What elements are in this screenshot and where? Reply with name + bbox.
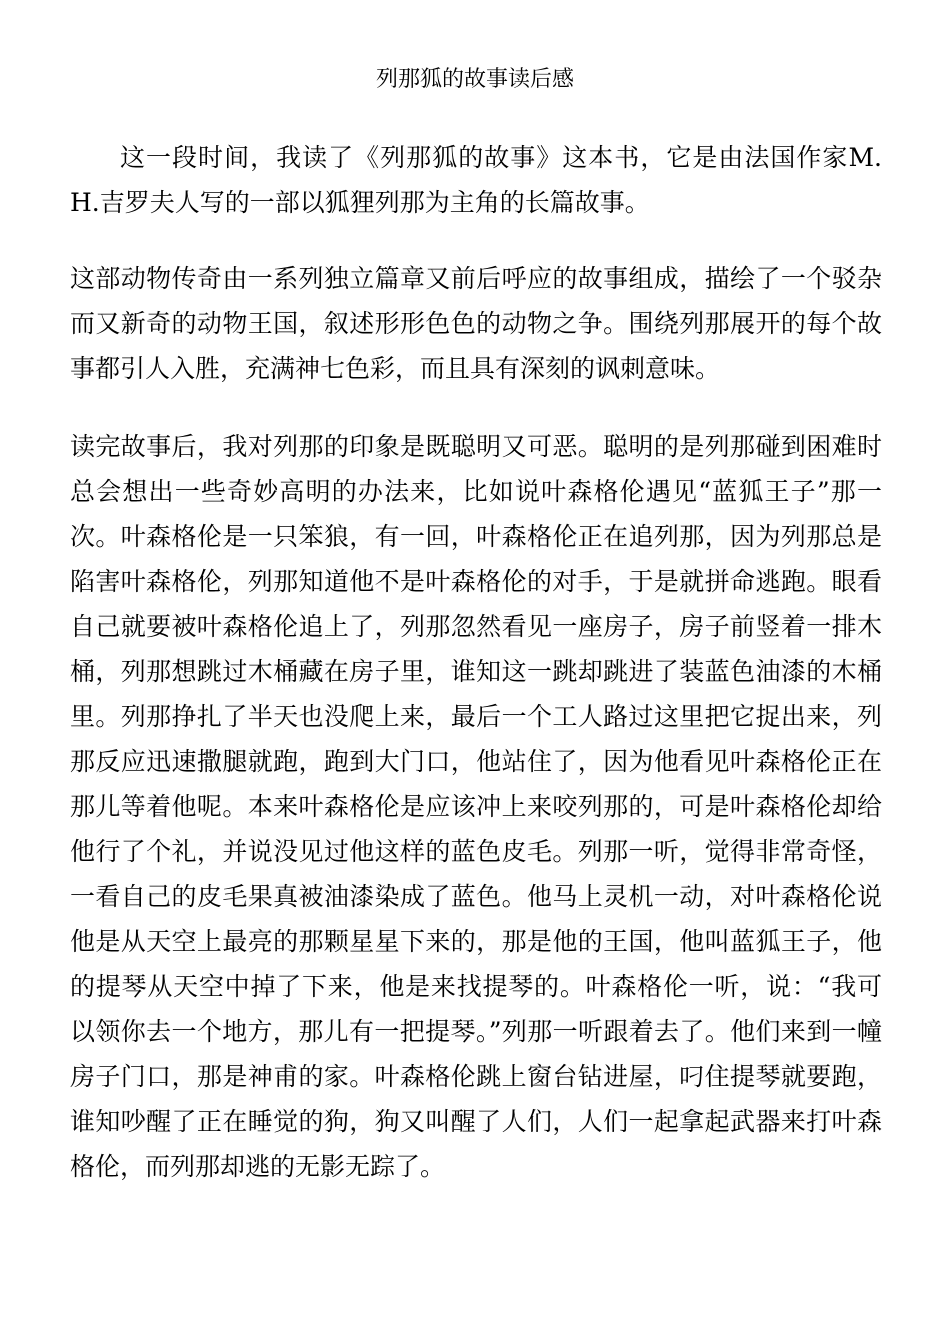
- paragraph-story: 读完故事后，我对列那的印象是既聪明又可恶。聪明的是列那碰到困难时总会想出一些奇妙高明的办法来，比如说叶森格伦遇见“蓝狐王子”那一次。叶森格伦是一只笨狼，有一回，叶森格伦正在追列那，因为列那总是陷害叶森格伦，列那知道他不是叶森格伦的对手，于是就拼命逃跑。眼看自己就要被叶森格伦追上了，列那忽然看见一座房子，房子前竖着一排木桶，列那想跳过木桶藏在房子里，谁知这一跳却跳进了装蓝色油漆的木桶里。列那挣扎了半天也没爬上来，最后一个工人路过这里把它捉出来，列那反应迅速撒腿就跑，跑到大门口，他站住了，因为他看见叶森格伦正在那儿等着他呢。本来叶森格伦是应该冲上来咬列那的，可是叶森格伦却给他行了个礼，并说没见过他这样的蓝色皮毛。列那一听，觉得非常奇怪，一看自己的皮毛果真被油漆染成了蓝色。他马上灵机一动，对叶森格伦说他是从天空上最亮的那颗星星下来的，那是他的王国，他叫蓝狐王子，他的提琴从天空中掉了下来，他是来找提琴的。叶森格伦一听，说：“我可以领你去一个地方，那儿有一把提琴。”列那一听跟着去了。他们来到一幢房子门口，那是神甫的家。叶森格伦跳上窗台钻进屋，叼住提琴就要跑，谁知吵醒了正在睡觉的狗，狗又叫醒了人们，人们一起拿起武器来打叶森格伦，而列那却逃的无影无踪了。: [70, 432, 882, 1181]
- paragraph-summary: 这部动物传奇由一系列独立篇章又前后呼应的故事组成，描绘了一个驳杂而又新奇的动物王国，叙述形形色色的动物之争。围绕列那展开的每个故事都引人入胜，充满神七色彩，而且具有深刻的讽刺意味。: [70, 264, 882, 383]
- paragraph-intro: 这一段时间，我读了《列那狐的故事》这本书，它是由法国作家M.H.吉罗夫人写的一部以狐狸列那为主角的长篇故事。: [70, 143, 882, 217]
- document-title: 列那狐的故事读后感: [375, 67, 574, 92]
